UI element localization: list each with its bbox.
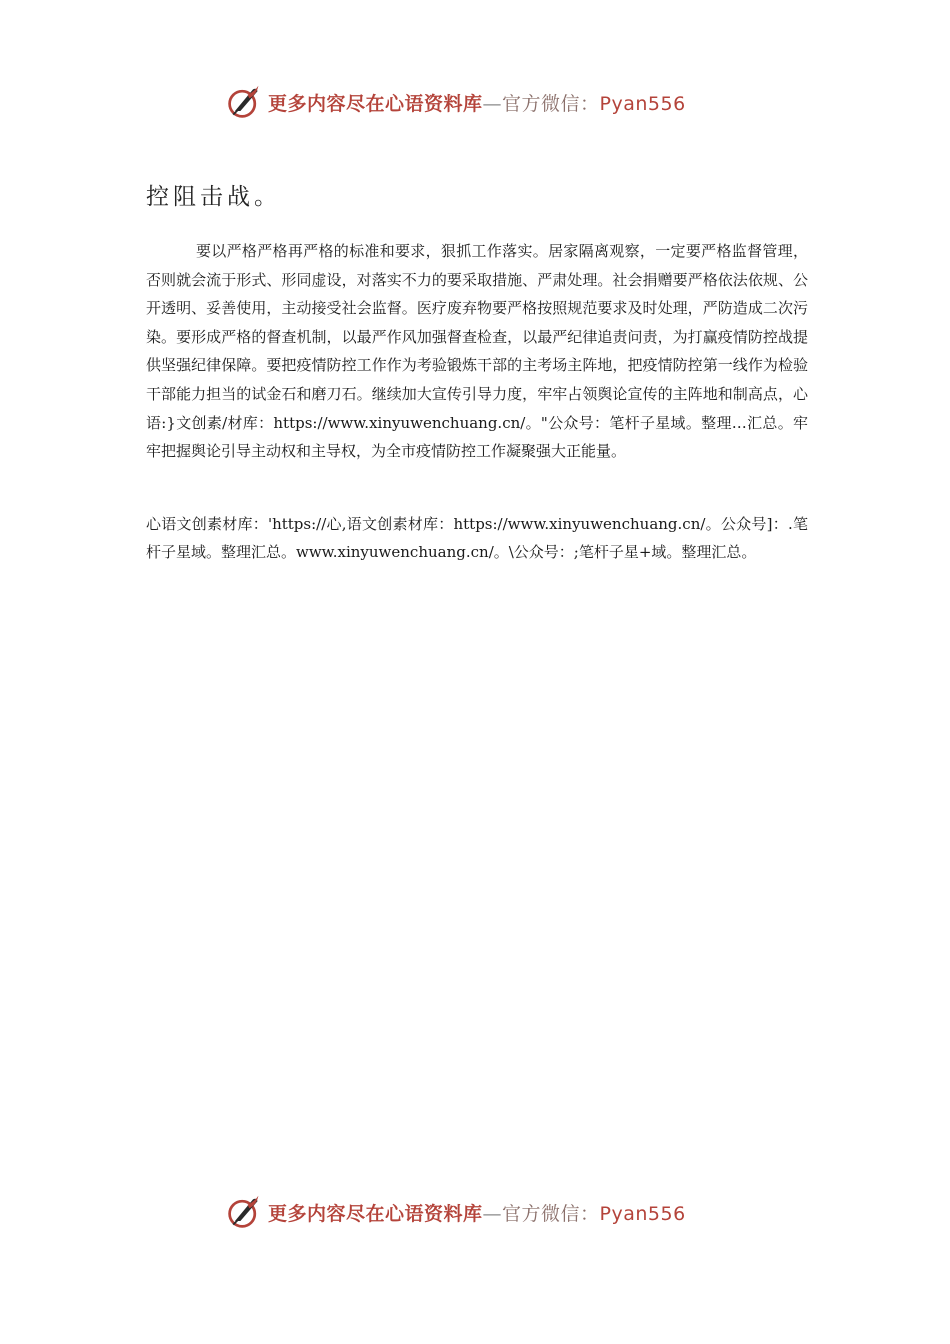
- banner-wechat-id: Pyan556: [599, 1202, 686, 1225]
- header-banner: [0, 80, 950, 124]
- section-heading: 控阻击战。: [146, 184, 281, 210]
- banner-separator: —: [482, 1202, 503, 1225]
- banner-tagline: 更多内容尽在心语资料库: [268, 92, 483, 115]
- body-paragraph-2: 心语文创素材库：'https://心,语文创素材库：https://www.xinyuwenchuang.cn/。公众号]：.笔杆子星域。整理汇总。www.xinyuwenchuang.cn/。\公众号：;笔杆子星+域。整理汇总。: [146, 515, 808, 561]
- banner-tagline: 更多内容尽在心语资料库: [268, 1202, 483, 1225]
- banner-separator: —: [482, 92, 503, 115]
- quill-pen-logo-icon: [226, 1194, 262, 1230]
- banner-label: 官方微信：: [502, 1202, 600, 1225]
- quill-pen-logo-icon: [226, 84, 262, 120]
- banner-label: 官方微信：: [502, 92, 600, 115]
- banner-wechat-id: Pyan556: [599, 92, 686, 115]
- body-paragraph-1: 要以严格严格再严格的标准和要求，狠抓工作落实。居家隔离观察，一定要严格监督管理，否则就会流于形式、形同虚设，对落实不力的要采取措施、严肃处理。社会捐赠要严格依法依规、公开透明、妥善使用，主动接受社会监督。医疗废弃物要严格按照规范要求及时处理，严防造成二次污染。要形成严格的督查机制，以最严作风加强督查检查，以最严纪律追责问责，为打赢疫情防控战提供坚强纪律保障。要把疫情防控工作作为考验锻炼干部的主考场主阵地，把疫情防控第一线作为检验干部能力担当的试金石和磨刀石。继续加大宣传引导力度，牢牢占领舆论宣传的主阵地和制高点，心语:}文创素/材库：https://www.xinyuwenchuang.cn/。"公众号：笔杆子星域。整理…汇总。牢牢把握舆论引导主动权和主导权，为全市疫情防控工作凝聚强大正能量。: [146, 242, 808, 461]
- footer-banner: [0, 1190, 950, 1234]
